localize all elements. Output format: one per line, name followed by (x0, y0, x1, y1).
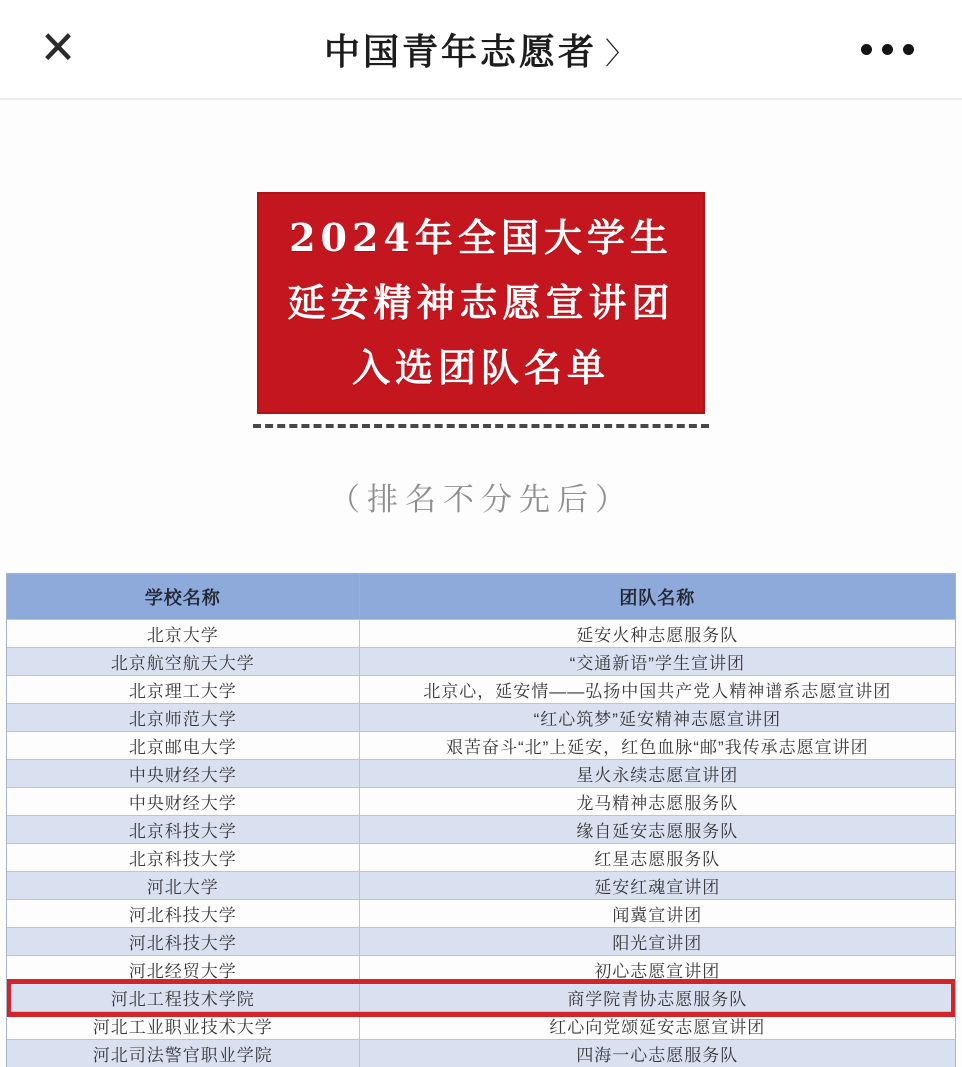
team-cell: 星火永续志愿宣讲团 (576, 766, 739, 785)
school-cell: 河北工程技术学院 (7, 984, 360, 1011)
team-name-header: 团队名称 (619, 587, 696, 608)
school-cell: 河北科技大学 (7, 928, 360, 955)
table-row (7, 899, 955, 927)
team-cell: 阳光宣讲团 (612, 934, 703, 953)
article-title-bar (0, 21, 962, 76)
school-cell: 北京大学 (7, 620, 360, 647)
title-banner (257, 192, 705, 414)
team-cell: 闻冀宣讲团 (612, 906, 703, 925)
team-cell: 艰苦奋斗“北”上延安，红色血脉“邮”我传承志愿宣讲团 (445, 738, 869, 757)
school-cell: 北京理工大学 (7, 676, 360, 703)
banner-line-2: 延安精神志愿宣讲团 (287, 280, 675, 325)
school-cell: 北京师范大学 (7, 704, 360, 731)
table-row (7, 703, 955, 731)
table-row (7, 787, 955, 815)
team-cell: “红心筑梦”延安精神志愿宣讲团 (533, 710, 781, 729)
more-button[interactable] (857, 28, 918, 71)
ranking-note: （排名不分先后） (329, 482, 633, 518)
navbar (0, 0, 962, 100)
banner-line-3: 入选团队名单 (351, 345, 610, 390)
table-row (7, 843, 955, 871)
school-cell: 北京邮电大学 (7, 732, 360, 759)
table-row (7, 619, 955, 647)
team-cell: 龙马精神志愿服务队 (576, 794, 739, 813)
banner-line-1: 2024年全国大学生 (289, 215, 673, 260)
school-cell: 河北经贸大学 (7, 956, 360, 983)
teams-table (6, 573, 956, 1067)
table-row (7, 955, 955, 983)
team-cell: 红心向党颂延安志愿宣讲团 (549, 1018, 766, 1037)
team-cell: 红星志愿服务队 (594, 850, 721, 869)
school-cell: 北京航空航天大学 (7, 648, 360, 675)
account-title[interactable]: 中国青年志愿者 (323, 30, 597, 73)
school-cell: 河北科技大学 (7, 900, 360, 927)
table-row (7, 1039, 955, 1067)
table-row (7, 871, 955, 899)
school-name-header: 学校名称 (7, 574, 360, 619)
team-cell: 四海一心志愿服务队 (576, 1046, 739, 1065)
more-dot-icon (903, 44, 914, 55)
table-row (7, 647, 955, 675)
more-dot-icon (861, 44, 872, 55)
school-cell: 河北工业职业技术大学 (7, 1012, 360, 1039)
close-icon: ✕ (39, 21, 77, 76)
school-cell: 中央财经大学 (7, 788, 360, 815)
dashed-divider (253, 424, 709, 428)
table-row (7, 759, 955, 787)
table-row (7, 1011, 955, 1039)
table-row-highlighted (7, 983, 955, 1011)
chevron-right-icon[interactable]: 〉 (605, 36, 638, 72)
school-cell: 河北司法警官职业学院 (7, 1040, 360, 1067)
team-cell: “交通新语”学生宣讲团 (569, 654, 745, 673)
school-cell: 北京科技大学 (7, 844, 360, 871)
school-cell: 北京科技大学 (7, 816, 360, 843)
table-row (7, 815, 955, 843)
team-cell: 延安红魂宣讲团 (594, 878, 721, 897)
team-cell: 北京心，延安情——弘扬中国共产党人精神谱系志愿宣讲团 (423, 682, 892, 701)
article-body (0, 192, 962, 1065)
close-button[interactable] (28, 19, 88, 79)
team-cell: 缘自延安志愿服务队 (576, 822, 739, 841)
more-dot-icon (882, 44, 893, 55)
table-row (7, 675, 955, 703)
table-row (7, 927, 955, 955)
school-cell: 中央财经大学 (7, 760, 360, 787)
team-cell: 初心志愿宣讲团 (594, 962, 721, 981)
team-cell: 商学院青协志愿服务队 (567, 990, 748, 1009)
table-row (7, 731, 955, 759)
team-cell: 延安火种志愿服务队 (576, 626, 739, 645)
table-header-row (7, 574, 955, 619)
table-rows (7, 619, 955, 1067)
school-cell: 河北大学 (7, 872, 360, 899)
